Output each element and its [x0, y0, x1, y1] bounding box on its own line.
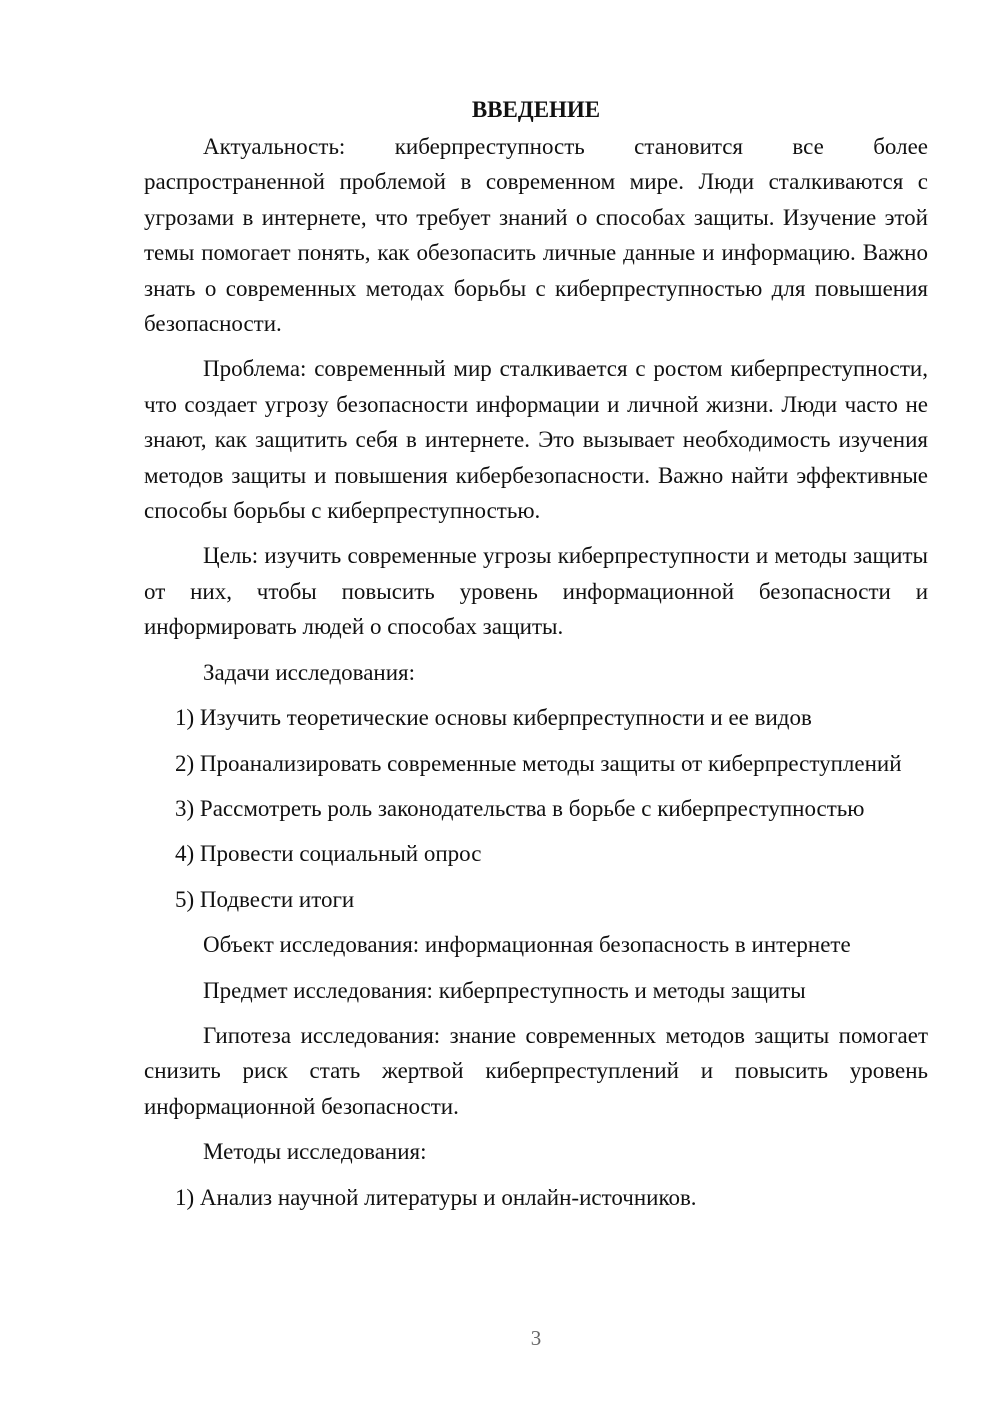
- hypothesis-paragraph: Гипотеза исследования: знание современных методов защиты помогает снизить риск стать жертвой киберпреступлений и повысить уровень информационной безопасности.: [144, 1022, 928, 1119]
- research-subject: Предмет исследования: киберпреступность и методы защиты: [203, 977, 806, 1003]
- page-title: ВВЕДЕНИЕ: [471, 97, 601, 122]
- problem-paragraph: Проблема: современный мир сталкивается с ростом киберпреступности, что создает угрозу безопасности информации и личной жизни. Люди часто не знают, как защитить себя в интернете. Это вызывает необходимость изучения методов защиты и повышения кибербезопасности. Важно найти эффективные способы борьбы с киберпреступностью.: [144, 356, 928, 524]
- goal-paragraph: Цель: изучить современные угрозы киберпреступности и методы защиты от них, чтобы повысить уровень информационной безопасности и информировать людей о способах защиты.: [144, 543, 928, 640]
- document-page: [144, 92, 928, 1225]
- method-item-1: 1) Анализ научной литературы и онлайн-источников.: [175, 1184, 697, 1210]
- methods-heading: Методы исследования:: [203, 1139, 427, 1165]
- task-item-4: 4) Провести социальный опрос: [175, 841, 482, 867]
- task-item-1: 1) Изучить теоретические основы киберпреступности и ее видов: [175, 705, 812, 731]
- tasks-heading: Задачи исследования:: [203, 659, 416, 685]
- task-item-3: 3) Рассмотреть роль законодательства в борьбе с киберпреступностью: [175, 795, 865, 821]
- task-item-5: 5) Подвести итоги: [175, 886, 355, 912]
- relevance-paragraph: Актуальность: киберпреступность становится все более распространенной проблемой в современном мире. Люди сталкиваются с угрозами в интернете, что требует знаний о способах защиты. Изучение этой темы помогает понять, как обезопасить личные данные и информацию. Важно знать о современных методах борьбы с киберпреступностью для повышения безопасности.: [144, 134, 928, 337]
- research-object: Объект исследования: информационная безопасность в интернете: [203, 932, 851, 958]
- page-number: 3: [530, 1326, 542, 1350]
- task-item-2: 2) Проанализировать современные методы защиты от киберпреступлений: [175, 750, 902, 776]
